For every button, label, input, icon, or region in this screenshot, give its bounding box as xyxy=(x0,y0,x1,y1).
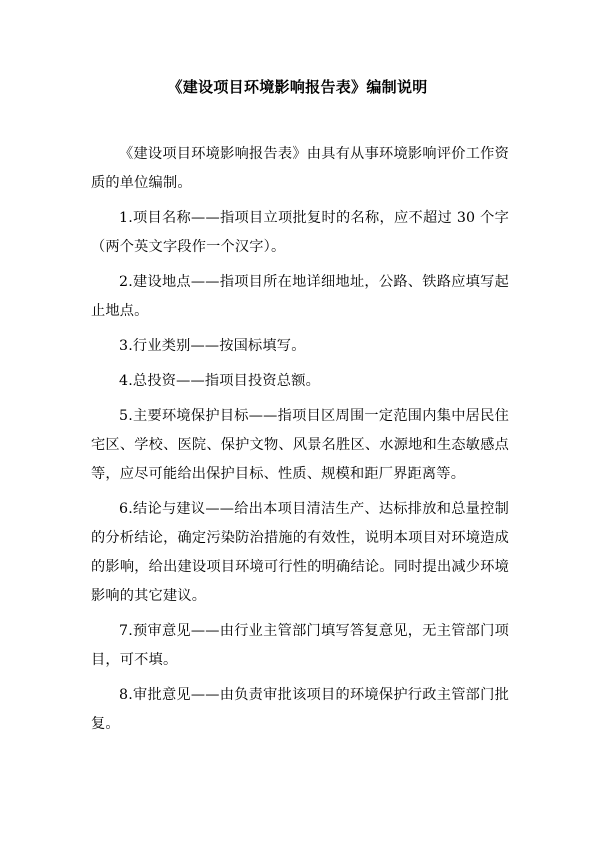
item-protection-targets: 5.主要环境保护目标——指项目区周围一定范围内集中居民住宅区、学校、医院、保护文物、风景名胜区、水源地和生态敏感点等，应尽可能给出保护目标、性质、规模和距厂界距离等。 xyxy=(91,408,509,482)
document-body xyxy=(91,140,509,745)
document-title: 《建设项目环境影响报告表》编制说明 xyxy=(167,78,428,96)
item-pre-review-opinion: 7.预审意见——由行业主管部门填写答复意见，无主管部门项目，可不填。 xyxy=(91,623,509,668)
item-construction-site: 2.建设地点——指项目所在地详细地址，公路、铁路应填写起止地点。 xyxy=(91,274,509,319)
item-industry-category: 3.行业类别——按国标填写。 xyxy=(119,338,306,354)
item-project-name: 1.项目名称——指项目立项批复时的名称，应不超过 30 个字（两个英文字段作一个汉字）。 xyxy=(91,210,509,255)
item-conclusions: 6.结论与建议——给出本项目清洁生产、达标排放和总量控制的分析结论，确定污染防治措施的有效性，说明本项目对环境造成的影响，给出建设项目环境可行性的明确结论。同时提出减少环境影响的其它建议。 xyxy=(91,501,509,604)
intro-paragraph: 《建设项目环境影响报告表》由具有从事环境影响评价工作资质的单位编制。 xyxy=(91,146,509,191)
item-approval-opinion: 8.审批意见——由负责审批该项目的环境保护行政主管部门批复。 xyxy=(91,687,509,732)
item-total-investment: 4.总投资——指项目投资总额。 xyxy=(119,373,320,389)
